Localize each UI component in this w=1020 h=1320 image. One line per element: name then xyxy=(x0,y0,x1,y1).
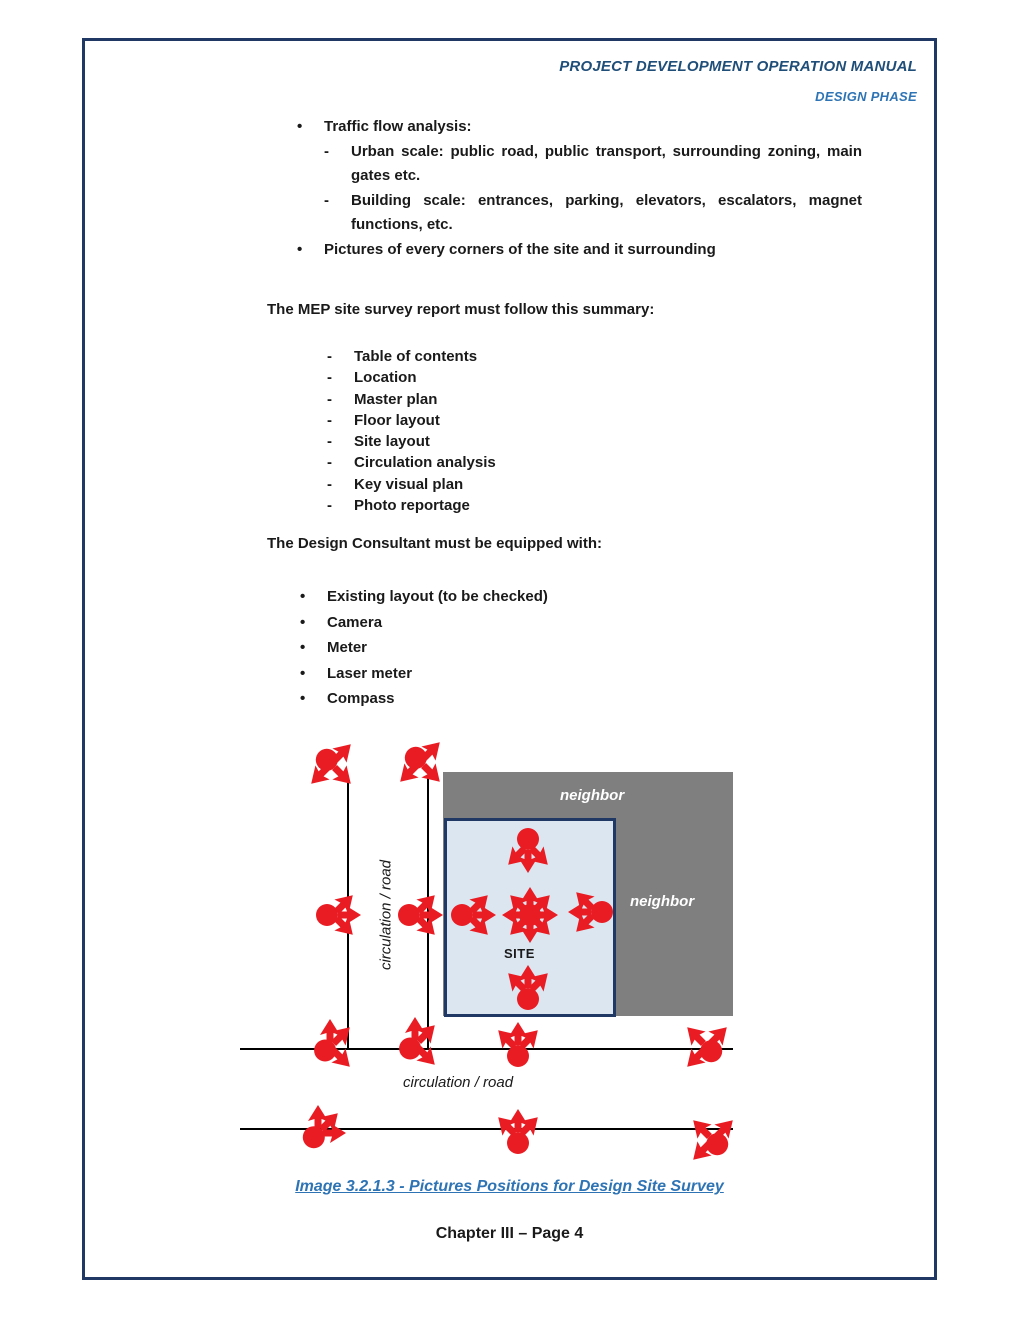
dash-bullet: - xyxy=(324,191,329,209)
dash-bullet: - xyxy=(327,369,332,387)
camera-position-marker xyxy=(303,885,363,945)
list-item-label: Circulation analysis xyxy=(354,454,496,472)
list-item-label: Table of contents xyxy=(354,348,478,365)
bullet-dot: • xyxy=(297,118,303,135)
image-caption-link[interactable]: Image 3.2.1.3 - Pictures Positions for Design Site Survey xyxy=(295,1178,724,1195)
list-item xyxy=(300,584,548,610)
list-item xyxy=(300,635,548,661)
site-survey-diagram xyxy=(240,735,740,1171)
circulation-road-label-vertical: circulation / road xyxy=(377,859,395,971)
camera-position-marker xyxy=(438,885,498,945)
list-item-label: Meter xyxy=(327,639,368,657)
bullet-item-traffic xyxy=(297,115,865,140)
camera-position-marker xyxy=(390,732,450,792)
list-item xyxy=(300,686,548,712)
list-item xyxy=(327,495,496,516)
dash-bullet: - xyxy=(327,411,332,429)
list-item-label: Floor layout xyxy=(354,411,440,429)
mep-survey-paragraph: The MEP site survey report must follow this summary: xyxy=(267,301,655,318)
camera-position-marker xyxy=(288,1103,348,1163)
list-item-label: Existing layout (to be checked) xyxy=(327,588,548,605)
camera-position-marker xyxy=(488,1107,548,1167)
list-item-label: Compass xyxy=(327,690,395,708)
sub-item-label: Urban scale: public road, public transport, surrounding zoning, main gates etc. xyxy=(351,142,862,184)
bullet-dot: • xyxy=(300,664,306,682)
list-item xyxy=(327,474,496,495)
list-item xyxy=(327,389,496,410)
bullet-dot: • xyxy=(300,639,306,657)
camera-position-marker xyxy=(683,1110,743,1170)
camera-position-marker xyxy=(498,815,558,875)
list-item-label: Photo reportage xyxy=(354,497,470,515)
camera-position-marker xyxy=(300,1017,360,1077)
bullet-item-pictures xyxy=(297,238,865,263)
list-item xyxy=(327,410,496,431)
circulation-road-label-horizontal: circulation / road xyxy=(403,1074,514,1091)
camera-position-marker xyxy=(498,963,558,1023)
dash-bullet: - xyxy=(327,497,332,515)
survey-summary-list xyxy=(327,346,496,516)
sub-item-building-scale xyxy=(324,189,865,238)
neighbor-label-right: neighbor xyxy=(630,893,695,910)
camera-position-marker xyxy=(301,734,361,794)
camera-position-marker xyxy=(677,1017,737,1077)
list-item xyxy=(300,661,548,687)
camera-position-marker xyxy=(500,885,560,945)
camera-position-marker xyxy=(385,885,445,945)
dash-bullet: - xyxy=(327,390,332,408)
sub-item-urban-scale xyxy=(324,140,865,189)
camera-position-marker xyxy=(488,1020,548,1080)
list-item xyxy=(327,431,496,452)
manual-title: PROJECT DEVELOPMENT OPERATION MANUAL xyxy=(559,58,917,75)
neighbor-label-top: neighbor xyxy=(560,787,625,804)
dash-bullet: - xyxy=(327,475,332,493)
dash-bullet: - xyxy=(327,454,332,472)
camera-position-marker xyxy=(566,882,626,942)
bullet-item-label: Traffic flow analysis: xyxy=(324,118,472,135)
site-label: SITE xyxy=(504,946,535,961)
design-consultant-paragraph: The Design Consultant must be equipped with: xyxy=(267,535,603,552)
list-item-label: Site layout xyxy=(354,433,430,451)
page-frame xyxy=(82,38,937,1280)
list-item-label: Camera xyxy=(327,613,383,631)
list-item-label: Laser meter xyxy=(327,664,413,682)
bullet-dot: • xyxy=(300,588,306,605)
bullet-dot: • xyxy=(297,240,303,258)
list-item xyxy=(327,367,496,388)
list-item xyxy=(327,346,496,367)
dash-bullet: - xyxy=(327,348,332,365)
bullet-dot: • xyxy=(300,690,306,708)
list-item-label: Key visual plan xyxy=(354,475,464,493)
page-footer: Chapter III – Page 4 xyxy=(435,1225,584,1242)
dash-bullet: - xyxy=(327,433,332,451)
bullet-dot: • xyxy=(300,613,306,631)
traffic-sub-list xyxy=(324,140,865,238)
phase-subtitle: DESIGN PHASE xyxy=(815,89,917,104)
equipment-bullet-list xyxy=(300,584,548,712)
sub-item-label: Building scale: entrances, parking, elevators, escalators, magnet functions, etc. xyxy=(351,191,862,233)
dash-bullet: - xyxy=(324,142,329,160)
camera-position-marker xyxy=(385,1015,445,1075)
list-item xyxy=(300,610,548,636)
bullet-item-label: Pictures of every corners of the site and it surrounding xyxy=(324,240,716,258)
list-item xyxy=(327,452,496,473)
list-item-label: Master plan xyxy=(354,390,438,408)
traffic-flow-bullet-list xyxy=(297,115,865,262)
list-item-label: Location xyxy=(354,369,417,387)
